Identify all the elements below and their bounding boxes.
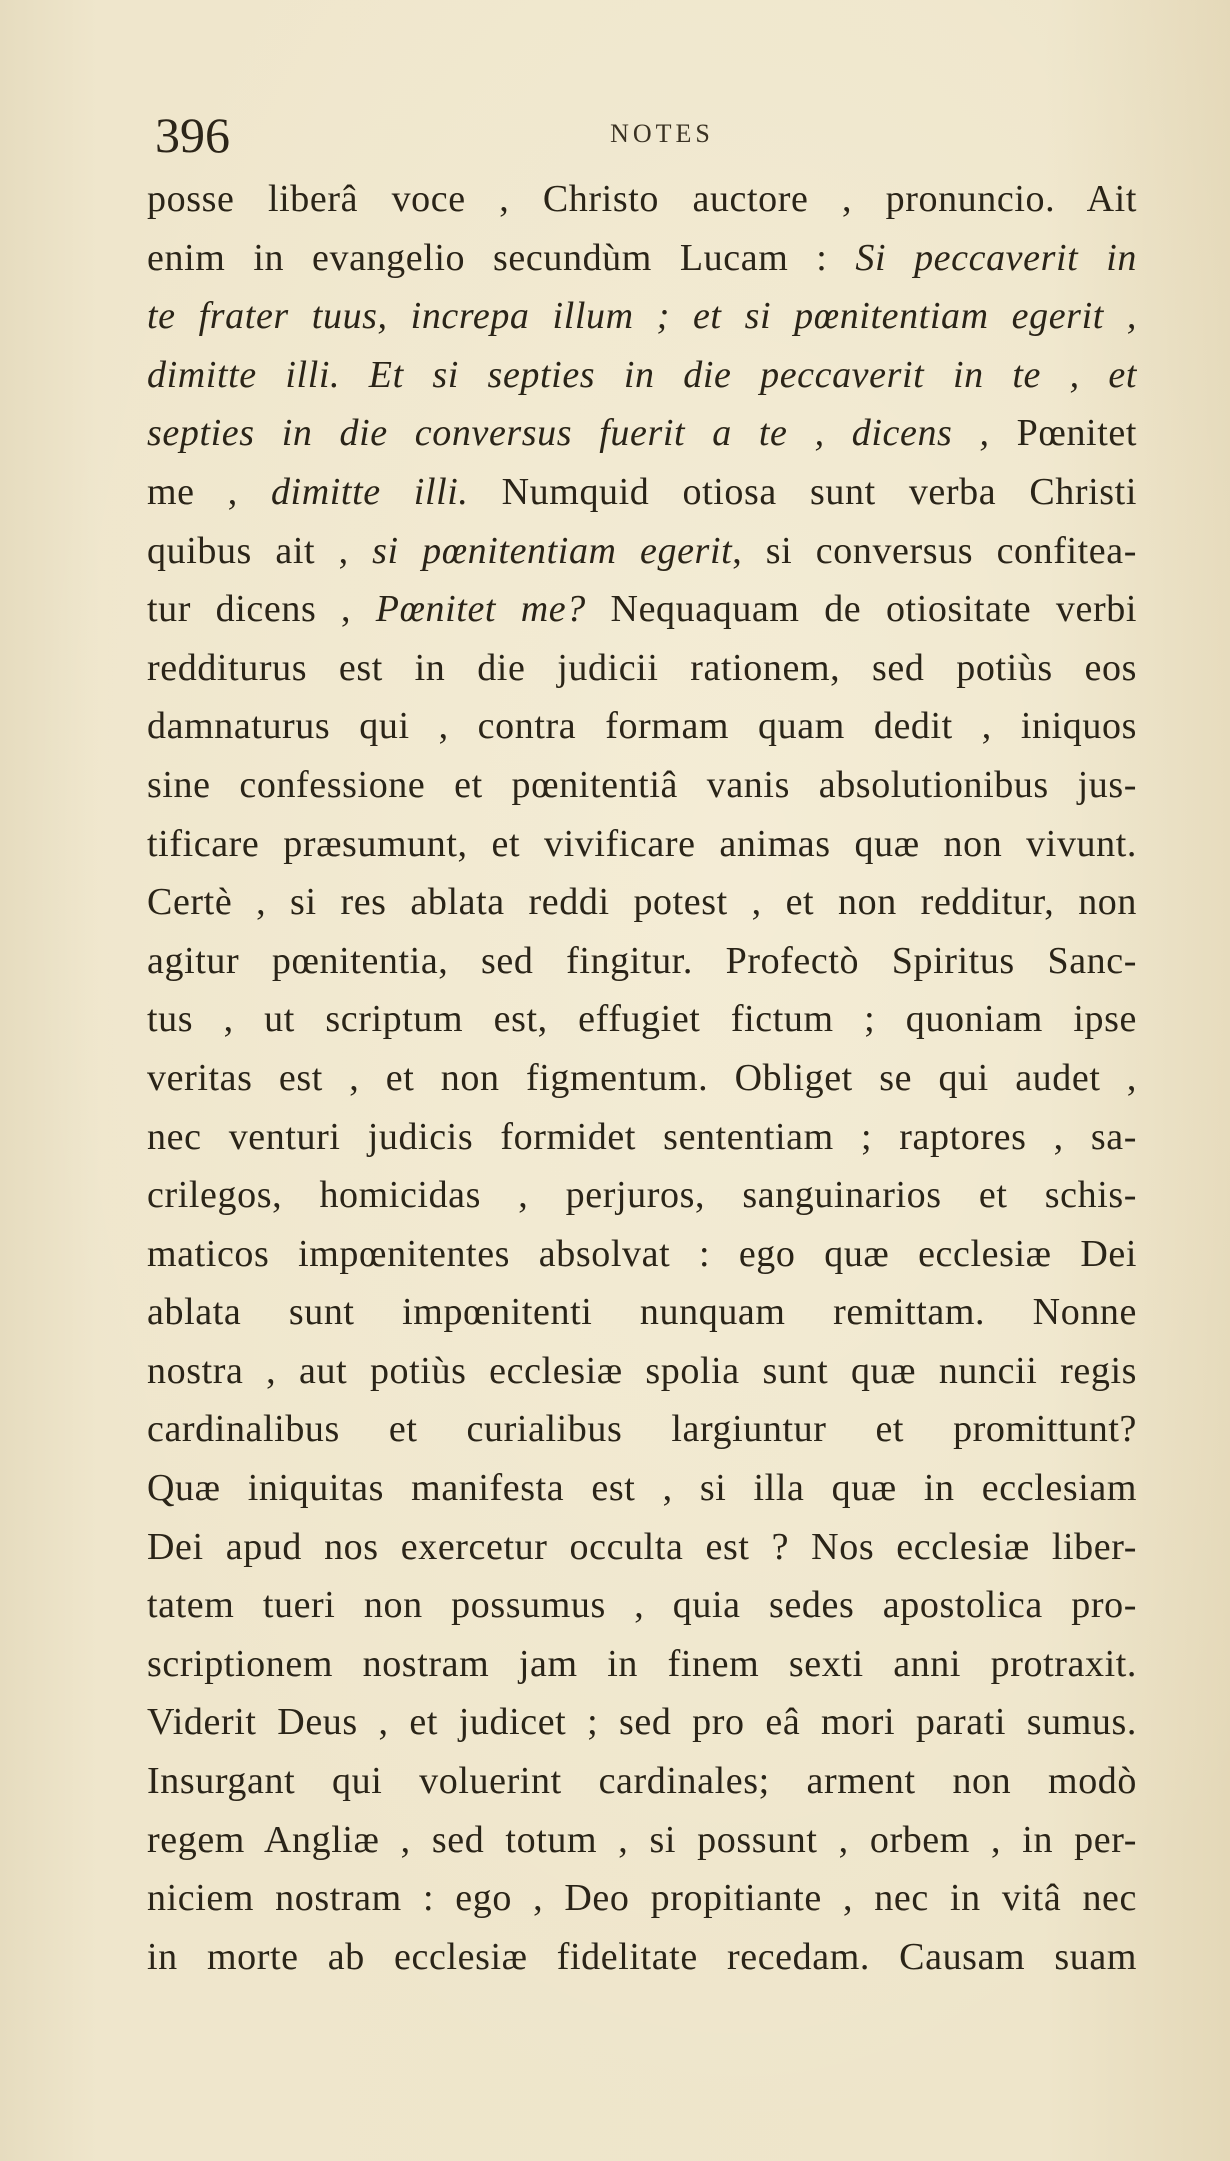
italic-quote: si pœnitentiam egerit [372,529,733,572]
text-line: nostra , aut potiùs ecclesiæ spolia sunt quæ nuncii regis [147,1349,1137,1392]
text-line: posse liberâ voce , Christo auctore , pronuncio. Ait [147,178,1137,220]
text-line: dimitte illi. Et si septies in die peccaverit in te , et [147,353,1137,396]
text-line: cardinalibus et curialibus largiuntur et promittunt? [147,1408,1137,1451]
text-line: quibus ait , si pœnitentiam egerit, si conversus confitea- [147,529,1137,572]
text-line: Viderit Deus , et judicet ; sed pro eâ mori parati sumus. [147,1701,1137,1744]
text-line: tificare præsumunt, et vivificare animas quæ non vivunt. [147,822,1137,865]
text-line: Certè , si res ablata reddi potest , et non redditur, non [147,881,1137,924]
text-line: scriptionem nostram jam in finem sexti anni protraxit. [147,1642,1137,1685]
text-line: Dei apud nos exercetur occulta est ? Nos ecclesiæ liber- [147,1525,1137,1568]
text-line: nec venturi judicis formidet sententiam ; raptores , sa- [147,1115,1137,1158]
text-line: te frater tuus, increpa illum ; et si pœnitentiam egerit , [147,295,1137,338]
italic-quote: Si peccaverit in [855,236,1137,279]
body-text [147,170,1137,1986]
text-line: sine confessione et pœnitentiâ vanis absolutionibus jus- [147,763,1137,806]
text-line: crilegos, homicidas , perjuros, sanguinarios et schis- [147,1174,1137,1217]
text-line: redditurus est in die judicii rationem, sed potiùs eos [147,646,1137,689]
text-line: septies in die conversus fuerit a te , dicens , Pœnitet [147,412,1137,455]
text-line: tus , ut scriptum est, effugiet fictum ; quoniam ipse [147,998,1137,1041]
text-line: Insurgant qui voluerint cardinales; arment non modò [147,1760,1137,1803]
text-line: agitur pœnitentia, sed fingitur. Profectò Spiritus Sanc- [147,939,1137,982]
text-line: Quæ iniquitas manifesta est , si illa quæ in ecclesiam [147,1467,1137,1510]
text-line: tur dicens , Pœnitet me? Nequaquam de otiositate verbi [147,588,1137,631]
text-line: veritas est , et non figmentum. Obliget se qui audet , [147,1056,1137,1099]
page-header [147,105,1137,165]
text-line: ablata sunt impœnitenti nunquam remittam. Nonne [147,1291,1137,1334]
text-line: in morte ab ecclesiæ fidelitate recedam. Causam suam [147,1935,1137,1978]
text-line: niciem nostram : ego , Deo propitiante , nec in vitâ nec [147,1877,1137,1920]
running-head: NOTES [610,119,714,148]
text-line: maticos impœnitentes absolvat : ego quæ ecclesiæ Dei [147,1232,1137,1275]
text-line: enim in evangelio secundùm Lucam : Si peccaverit in [147,236,1137,279]
text-line: me , dimitte illi. Numquid otiosa sunt verba Christi [147,470,1137,513]
page-number: 396 [155,107,230,163]
italic-quote: Pœnitet me? [375,588,586,631]
text-line: damnaturus qui , contra formam quam dedit , iniquos [147,705,1137,748]
italic-quote: dimitte illi. [270,470,469,513]
roman-word: Pœnitet [1016,412,1137,455]
text-line: regem Angliæ , sed totum , si possunt , orbem , in per- [147,1818,1137,1861]
text-line: tatem tueri non possumus , quia sedes apostolica pro- [147,1584,1137,1627]
